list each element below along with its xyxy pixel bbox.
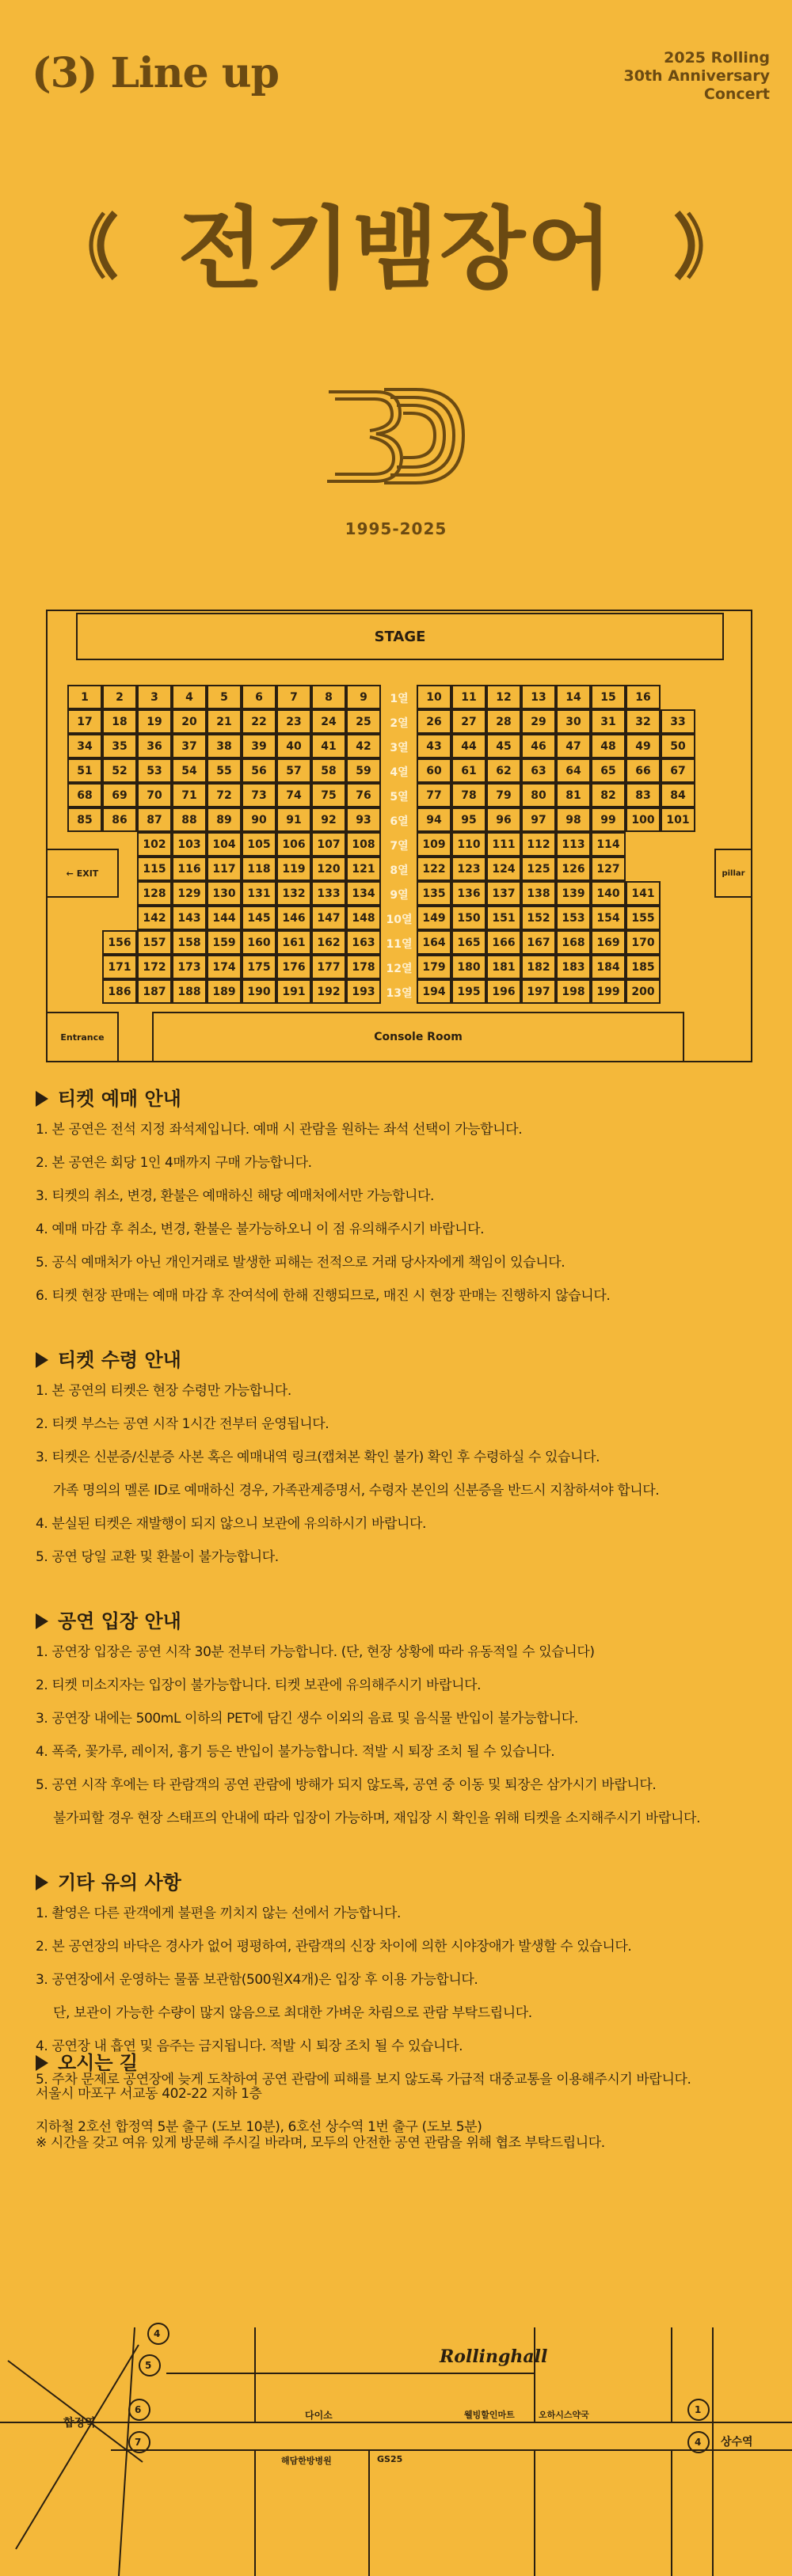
seat[interactable]: 57 (276, 758, 311, 783)
info-section (36, 1346, 764, 1574)
seat[interactable]: 185 (626, 955, 661, 979)
seat[interactable]: 31 (591, 709, 626, 734)
triangle-bullet-icon (36, 1613, 48, 1629)
place-daiso: 다이소 (305, 2410, 333, 2421)
seat[interactable]: 14 (556, 685, 591, 709)
seat[interactable]: 168 (556, 930, 591, 955)
seat[interactable]: 162 (311, 930, 346, 955)
seat[interactable]: 186 (102, 979, 137, 1004)
section-line: 가족 명의의 멜론 ID로 예매하신 경우, 가족관계증명서, 수령자 본인의 신분증을 반드시 지참하셔야 합니다. (53, 1483, 660, 1499)
seat[interactable]: 10 (417, 685, 451, 709)
place-hospital: 해담한방병원 (281, 2456, 332, 2466)
seat[interactable]: 1 (67, 685, 102, 709)
section-line: 2. 티켓 미소지자는 입장이 불가능합니다. 티켓 보관에 유의해주시기 바랍니다. (36, 1677, 482, 1693)
seat[interactable]: 190 (242, 979, 276, 1004)
section-line: 1. 공연장 입장은 공연 시작 30분 전부터 가능합니다. (단, 현장 상황에 따라 유동적일 수 있습니다) (36, 1644, 595, 1660)
seat[interactable]: 62 (486, 758, 521, 783)
seat[interactable]: 175 (242, 955, 276, 979)
section-title-text: 공연 입장 안내 (58, 1610, 181, 1632)
seat[interactable]: 18 (102, 709, 137, 734)
seat[interactable]: 174 (207, 955, 242, 979)
seat[interactable]: 110 (451, 832, 486, 857)
triangle-bullet-icon (36, 2055, 48, 2071)
section-line: 불가피할 경우 현장 스태프의 안내에 따라 입장이 가능하며, 재입장 시 확인을 위해 티켓을 소지해주시기 바랍니다. (53, 1810, 701, 1826)
seat[interactable]: 25 (346, 709, 381, 734)
seat[interactable]: 42 (346, 734, 381, 758)
seat[interactable]: 159 (207, 930, 242, 955)
seat[interactable]: 136 (451, 881, 486, 906)
section-line: 4. 폭죽, 꽃가루, 레이저, 흉기 등은 반입이 불가능합니다. 적발 시 퇴장 조치 될 수 있습니다. (36, 1744, 555, 1760)
seat[interactable]: 86 (102, 807, 137, 832)
stage: STAGE (76, 613, 724, 660)
seat[interactable]: 27 (451, 709, 486, 734)
seat[interactable]: 144 (207, 906, 242, 930)
seat[interactable]: 36 (137, 734, 172, 758)
seat[interactable]: 33 (661, 709, 695, 734)
exit-area: ← EXIT (48, 849, 119, 898)
seat[interactable]: 115 (137, 857, 172, 881)
section-line: 지하철 2호선 합정역 5분 출구 (도보 10분), 6호선 상수역 1번 출구 (도보 5분) (36, 2119, 482, 2135)
seat[interactable]: 72 (207, 783, 242, 807)
seat[interactable]: 122 (417, 857, 451, 881)
seat[interactable]: 154 (591, 906, 626, 930)
section-line: 6. 티켓 현장 판매는 예매 마감 후 잔여석에 한해 진행되므로, 매진 시 현장 판매는 진행하지 않습니다. (36, 1288, 611, 1304)
section-title-text: 티켓 예매 안내 (58, 1088, 181, 1110)
seat[interactable]: 74 (276, 783, 311, 807)
seat[interactable]: 37 (172, 734, 207, 758)
seat[interactable]: 137 (486, 881, 521, 906)
seat[interactable]: 7 (276, 685, 311, 709)
seat[interactable]: 102 (137, 832, 172, 857)
seat[interactable]: 163 (346, 930, 381, 955)
seat[interactable]: 67 (661, 758, 695, 783)
seat[interactable]: 153 (556, 906, 591, 930)
seat[interactable]: 132 (276, 881, 311, 906)
section-line: 2. 티켓 부스는 공연 시작 1시간 전부터 운영됩니다. (36, 1416, 329, 1432)
concert-line-2: 30th Anniversary (623, 67, 770, 85)
seat[interactable]: 75 (311, 783, 346, 807)
seat[interactable]: 85 (67, 807, 102, 832)
section-line: 5. 공연 당일 교환 및 환불이 불가능합니다. (36, 1549, 279, 1565)
row-label: 12열 (386, 962, 413, 975)
section-line: 5. 공식 예매처가 아닌 개인거래로 발생한 피해는 전적으로 거래 당사자에게 책임이 있습니다. (36, 1255, 565, 1271)
seat[interactable]: 58 (311, 758, 346, 783)
seat[interactable]: 43 (417, 734, 451, 758)
seat[interactable]: 196 (486, 979, 521, 1004)
seat[interactable]: 98 (556, 807, 591, 832)
seat[interactable]: 55 (207, 758, 242, 783)
seat[interactable]: 105 (242, 832, 276, 857)
seat[interactable]: 49 (626, 734, 661, 758)
seat[interactable]: 65 (591, 758, 626, 783)
seat[interactable]: 126 (556, 857, 591, 881)
triangle-bullet-icon (36, 1352, 48, 1368)
seat[interactable]: 20 (172, 709, 207, 734)
seat[interactable]: 118 (242, 857, 276, 881)
header (0, 0, 792, 166)
seat[interactable]: 140 (591, 881, 626, 906)
row-label: 5열 (390, 790, 409, 804)
seat[interactable]: 127 (591, 857, 626, 881)
seat[interactable]: 151 (486, 906, 521, 930)
exit-1-right: 1 (695, 2404, 702, 2415)
row-label: 9열 (390, 888, 409, 902)
seat[interactable]: 38 (207, 734, 242, 758)
seat[interactable]: 77 (417, 783, 451, 807)
seat[interactable]: 48 (591, 734, 626, 758)
seat[interactable]: 124 (486, 857, 521, 881)
section-line: 1. 본 공연의 티켓은 현장 수령만 가능합니다. (36, 1383, 291, 1399)
row-label: 13열 (386, 986, 413, 1000)
map-roads (0, 2312, 792, 2576)
seat[interactable]: 45 (486, 734, 521, 758)
section-line: 5. 공연 시작 후에는 타 관람객의 공연 관람에 방해가 되지 않도록, 공연 중 이동 및 퇴장은 삼가시기 바랍니다. (36, 1777, 657, 1793)
section-line: 단, 보관이 가능한 수량이 많지 않음으로 최대한 가벼운 차림으로 관람 부탁드립니다. (53, 2005, 532, 2021)
sangsu-station: 상수역 (721, 2436, 753, 2449)
seat[interactable]: 15 (591, 685, 626, 709)
seat-map (46, 610, 752, 1062)
seat[interactable]: 13 (521, 685, 556, 709)
seat[interactable]: 183 (556, 955, 591, 979)
console-room: Console Room (152, 1012, 684, 1061)
seat[interactable]: 39 (242, 734, 276, 758)
main-title: 전기뱀장어 (177, 198, 615, 301)
seat[interactable]: 46 (521, 734, 556, 758)
section-line: 3. 티켓은 신분증/신분증 사본 혹은 예매내역 링크(캡쳐본 확인 불가) 확인 후 수령하실 수 있습니다. (36, 1449, 600, 1465)
seat[interactable]: 66 (626, 758, 661, 783)
seat[interactable]: 182 (521, 955, 556, 979)
row-label: 2열 (390, 716, 409, 730)
seat[interactable]: 130 (207, 881, 242, 906)
seat[interactable]: 170 (626, 930, 661, 955)
seat[interactable]: 146 (276, 906, 311, 930)
seat[interactable]: 145 (242, 906, 276, 930)
row-label: 8열 (390, 864, 409, 877)
seat[interactable]: 87 (137, 807, 172, 832)
seat[interactable]: 21 (207, 709, 242, 734)
seat[interactable]: 80 (521, 783, 556, 807)
seat[interactable]: 22 (242, 709, 276, 734)
info-section (36, 1607, 764, 1835)
seat[interactable]: 63 (521, 758, 556, 783)
hapjeong-station: 합정역 (63, 2417, 96, 2430)
row-label: 1열 (390, 692, 409, 705)
place-pharmacy: 오하시스약국 (539, 2410, 589, 2420)
seat[interactable]: 199 (591, 979, 626, 1004)
seat[interactable]: 165 (451, 930, 486, 955)
place-gs25: GS25 (377, 2454, 403, 2464)
section-title-text: 오시는 길 (58, 2052, 139, 2074)
section-line: 3. 공연장 내에는 500mL 이하의 PET에 담긴 생수 이외의 음료 및 음식물 반입이 불가능합니다. (36, 1711, 578, 1727)
seat[interactable]: 113 (556, 832, 591, 857)
seat[interactable]: 60 (417, 758, 451, 783)
seat[interactable]: 82 (591, 783, 626, 807)
seat[interactable]: 117 (207, 857, 242, 881)
seat[interactable]: 8 (311, 685, 346, 709)
seat[interactable]: 135 (417, 881, 451, 906)
seat[interactable]: 11 (451, 685, 486, 709)
lineup-title: (3) Line up (32, 49, 279, 97)
seat[interactable]: 44 (451, 734, 486, 758)
seat[interactable]: 121 (346, 857, 381, 881)
section-title (36, 1607, 764, 1636)
concert-line-3: Concert (703, 85, 770, 103)
seat[interactable]: 70 (137, 783, 172, 807)
seat[interactable]: 141 (626, 881, 661, 906)
seat[interactable]: 9 (346, 685, 381, 709)
seat[interactable]: 6 (242, 685, 276, 709)
footer-note: ※ 시간을 갖고 여유 있게 방문해 주시길 바라며, 모두의 안전한 공연 관람을 위해 협조 부탁드립니다. (36, 2135, 605, 2151)
seat[interactable]: 188 (172, 979, 207, 1004)
seat[interactable]: 108 (346, 832, 381, 857)
seat[interactable]: 5 (207, 685, 242, 709)
seat[interactable]: 123 (451, 857, 486, 881)
seat[interactable]: 26 (417, 709, 451, 734)
seat[interactable]: 41 (311, 734, 346, 758)
seat[interactable]: 178 (346, 955, 381, 979)
row-label: 11열 (386, 937, 413, 951)
exit-7-left: 7 (135, 2437, 142, 2448)
seat[interactable]: 134 (346, 881, 381, 906)
seat[interactable]: 103 (172, 832, 207, 857)
right-bracket-icon (672, 210, 709, 281)
seat[interactable]: 169 (591, 930, 626, 955)
seat[interactable]: 47 (556, 734, 591, 758)
seat[interactable]: 197 (521, 979, 556, 1004)
seat[interactable]: 79 (486, 783, 521, 807)
seat[interactable]: 200 (626, 979, 661, 1004)
row-label: 7열 (390, 839, 409, 853)
triangle-bullet-icon (36, 1091, 48, 1107)
seat[interactable]: 90 (242, 807, 276, 832)
row-label: 10열 (386, 913, 413, 926)
seat[interactable]: 129 (172, 881, 207, 906)
section-title (36, 1868, 764, 1897)
seat[interactable]: 78 (451, 783, 486, 807)
seat[interactable]: 128 (137, 881, 172, 906)
seat[interactable]: 28 (486, 709, 521, 734)
seat[interactable]: 171 (102, 955, 137, 979)
seat[interactable]: 4 (172, 685, 207, 709)
seat[interactable]: 94 (417, 807, 451, 832)
seat[interactable]: 147 (311, 906, 346, 930)
seat[interactable]: 179 (417, 955, 451, 979)
seat[interactable]: 34 (67, 734, 102, 758)
seat[interactable]: 16 (626, 685, 661, 709)
section-title (36, 1085, 764, 1113)
seat[interactable]: 150 (451, 906, 486, 930)
anniversary-years: 1995-2025 (345, 519, 447, 538)
seat[interactable]: 12 (486, 685, 521, 709)
seat[interactable]: 195 (451, 979, 486, 1004)
anniversary-30-logo (321, 380, 471, 491)
seat[interactable]: 116 (172, 857, 207, 881)
seat[interactable]: 198 (556, 979, 591, 1004)
seat[interactable]: 107 (311, 832, 346, 857)
seat[interactable]: 29 (521, 709, 556, 734)
pillar-area: pillar (714, 849, 751, 898)
row-label: 4열 (390, 766, 409, 779)
section-line: 1. 촬영은 다른 관객에게 불편을 끼치지 않는 선에서 가능합니다. (36, 1905, 402, 1921)
seat[interactable]: 99 (591, 807, 626, 832)
seat[interactable]: 131 (242, 881, 276, 906)
seat[interactable]: 97 (521, 807, 556, 832)
seat[interactable]: 17 (67, 709, 102, 734)
seat[interactable]: 148 (346, 906, 381, 930)
seat[interactable]: 83 (626, 783, 661, 807)
section-title-text: 티켓 수령 안내 (58, 1349, 181, 1371)
seat[interactable]: 155 (626, 906, 661, 930)
seat[interactable]: 161 (276, 930, 311, 955)
seat[interactable]: 177 (311, 955, 346, 979)
section-line: 4. 공연장 내 흡연 및 음주는 금지됩니다. 적발 시 퇴장 조치 될 수 있습니다. (36, 2038, 463, 2054)
seat[interactable]: 92 (311, 807, 346, 832)
seat[interactable]: 84 (661, 783, 695, 807)
seat[interactable]: 184 (591, 955, 626, 979)
seat[interactable]: 51 (67, 758, 102, 783)
seat[interactable]: 114 (591, 832, 626, 857)
seat[interactable]: 100 (626, 807, 661, 832)
seat[interactable]: 120 (311, 857, 346, 881)
seat[interactable]: 35 (102, 734, 137, 758)
seat[interactable]: 101 (661, 807, 695, 832)
seat[interactable]: 152 (521, 906, 556, 930)
seat[interactable]: 192 (311, 979, 346, 1004)
exit-6-left: 6 (135, 2404, 142, 2415)
seat[interactable]: 81 (556, 783, 591, 807)
seat[interactable]: 50 (661, 734, 695, 758)
seat[interactable]: 125 (521, 857, 556, 881)
seat[interactable]: 104 (207, 832, 242, 857)
seat[interactable]: 24 (311, 709, 346, 734)
seat[interactable]: 89 (207, 807, 242, 832)
section-line: 2. 본 공연은 회당 1인 4매까지 구매 가능합니다. (36, 1155, 312, 1171)
seat[interactable]: 111 (486, 832, 521, 857)
row-label: 6열 (390, 815, 409, 828)
seat[interactable]: 93 (346, 807, 381, 832)
seat[interactable]: 176 (276, 955, 311, 979)
concert-line-1: 2025 Rolling (664, 49, 770, 66)
seat[interactable]: 180 (451, 955, 486, 979)
seat[interactable]: 187 (137, 979, 172, 1004)
seat[interactable]: 133 (311, 881, 346, 906)
seat[interactable]: 142 (137, 906, 172, 930)
row-label: 3열 (390, 741, 409, 754)
rollinghall-venue: Rollinghall (440, 2346, 548, 2367)
triangle-bullet-icon (36, 1875, 48, 1890)
seat[interactable]: 40 (276, 734, 311, 758)
seat[interactable]: 138 (521, 881, 556, 906)
seat[interactable]: 172 (137, 955, 172, 979)
seat[interactable]: 194 (417, 979, 451, 1004)
section-title (36, 2049, 764, 2077)
section-line: 2. 본 공연장의 바닥은 경사가 없어 평평하여, 관람객의 신장 차이에 의한 시야장애가 발생할 수 있습니다. (36, 1939, 632, 1955)
section-line: 3. 공연장에서 운영하는 물품 보관함(500원X4개)은 입장 후 이용 가능합니다. (36, 1972, 478, 1988)
seat[interactable]: 61 (451, 758, 486, 783)
section-title-text: 기타 유의 사항 (58, 1871, 181, 1894)
seat[interactable]: 181 (486, 955, 521, 979)
seat[interactable]: 71 (172, 783, 207, 807)
section-line: 1. 본 공연은 전석 지정 좌석제입니다. 예매 시 관람을 원하는 좌석 선택이 가능합니다. (36, 1122, 523, 1138)
seat[interactable]: 167 (521, 930, 556, 955)
section-title (36, 1346, 764, 1374)
seat[interactable]: 23 (276, 709, 311, 734)
seat[interactable]: 106 (276, 832, 311, 857)
seat[interactable]: 149 (417, 906, 451, 930)
seat[interactable]: 193 (346, 979, 381, 1004)
seat[interactable]: 160 (242, 930, 276, 955)
seat[interactable]: 112 (521, 832, 556, 857)
section-line: 4. 예매 마감 후 취소, 변경, 환불은 불가능하오니 이 점 유의해주시기 바랍니다. (36, 1222, 485, 1237)
seat[interactable]: 19 (137, 709, 172, 734)
seat[interactable]: 173 (172, 955, 207, 979)
section-line: 서울시 마포구 서교동 402-22 지하 1층 (36, 2086, 262, 2102)
seat[interactable]: 2 (102, 685, 137, 709)
seat[interactable]: 88 (172, 807, 207, 832)
concert-label (624, 49, 770, 104)
seat[interactable]: 52 (102, 758, 137, 783)
seat[interactable]: 69 (102, 783, 137, 807)
seat[interactable]: 139 (556, 881, 591, 906)
seat[interactable]: 109 (417, 832, 451, 857)
seat[interactable]: 53 (137, 758, 172, 783)
exit-4-right: 4 (695, 2437, 702, 2448)
entrance-area: Entrance (48, 1012, 119, 1061)
seat[interactable]: 157 (137, 930, 172, 955)
seat[interactable]: 189 (207, 979, 242, 1004)
seat[interactable]: 158 (172, 930, 207, 955)
seat[interactable]: 76 (346, 783, 381, 807)
section-line: 4. 분실된 티켓은 재발행이 되지 않으니 보관에 유의하시기 바랍니다. (36, 1516, 427, 1532)
seat[interactable]: 191 (276, 979, 311, 1004)
seat[interactable]: 96 (486, 807, 521, 832)
exit-5-left: 5 (145, 2360, 152, 2371)
seat[interactable]: 119 (276, 857, 311, 881)
seat[interactable]: 166 (486, 930, 521, 955)
seat[interactable]: 64 (556, 758, 591, 783)
exit-4-left: 4 (154, 2328, 161, 2339)
seat[interactable]: 32 (626, 709, 661, 734)
seat[interactable]: 95 (451, 807, 486, 832)
section-line: 5. 주차 문제로 공연장에 늦게 도착하여 공연 관람에 피해를 보지 않도록 가급적 대중교통을 이용해주시기 바랍니다. (36, 2072, 691, 2088)
seat[interactable]: 68 (67, 783, 102, 807)
seat[interactable]: 73 (242, 783, 276, 807)
seat[interactable]: 143 (172, 906, 207, 930)
section-line: 3. 티켓의 취소, 변경, 환불은 예매하신 해당 예매처에서만 가능합니다. (36, 1188, 435, 1204)
seat[interactable]: 156 (102, 930, 137, 955)
seat[interactable]: 164 (417, 930, 451, 955)
seat[interactable]: 56 (242, 758, 276, 783)
place-mart: 웰빙할인마트 (464, 2410, 515, 2420)
seat[interactable]: 30 (556, 709, 591, 734)
seat[interactable]: 3 (137, 685, 172, 709)
info-section (36, 1085, 764, 1313)
info-section (36, 2049, 764, 2144)
seat[interactable]: 91 (276, 807, 311, 832)
seat[interactable]: 54 (172, 758, 207, 783)
seat[interactable]: 59 (346, 758, 381, 783)
location-map (0, 2312, 792, 2576)
